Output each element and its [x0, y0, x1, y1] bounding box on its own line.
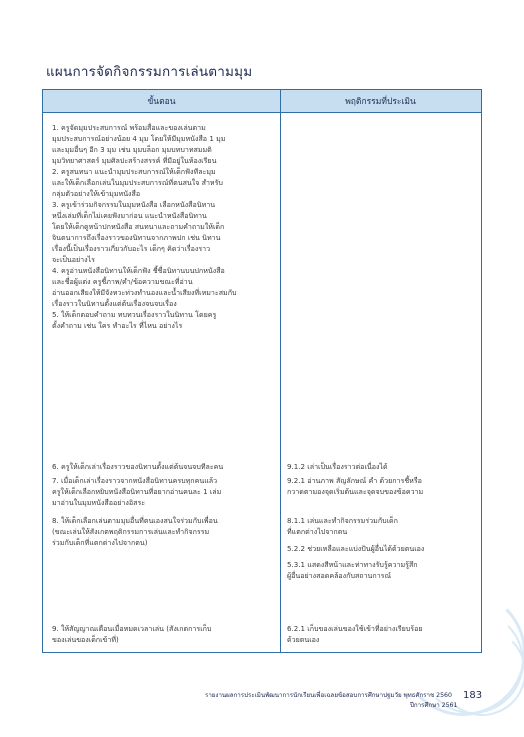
behavior-line: 5.2.2 ช่วยเหลือและแบ่งปันผู้อื่นได้ด้วยตนเอง [287, 544, 425, 553]
step-line: จะเป็นอย่างไร [52, 255, 95, 264]
step-line: ครูให้เด็กเลือกหยิบหนังสือนิทานที่อยากอ่านคนละ 1 เล่ม [52, 487, 222, 496]
step-line: 8. ให้เด็กเลือกเล่นตามมุมอื่นที่ตนเองสนใจร่วมกับเพื่อน [52, 516, 218, 525]
behavior-line: กวาดตามองจุดเริ่มต้นและจุดจบของข้อความ [287, 487, 424, 496]
step-line: ตั้งคำถาม เช่น ใคร ทำอะไร ที่ไหน อย่างไร [52, 321, 183, 330]
step-line: เรื่องราวในนิทานตั้งแต่ต้นเรื่องจนจบเรื่อง [52, 299, 177, 308]
behavior-line: ที่แตกต่างไปจากตน [287, 527, 348, 536]
step-line: จินตนาการถึงเรื่องราวของนิทานจากภาพปก เช่น นิทาน [52, 233, 221, 242]
step-line: ร่วมกับเด็กที่แตกต่างไปจากตน) [52, 538, 148, 547]
step-line: 5. ให้เด็กตอบคำถาม ทบทวนเรื่องราวในนิทาน โดยครู [52, 310, 217, 319]
footer-line-1: รายงานผลการประเมินพัฒนาการนักเรียนเพื่อเฉลยข้อสอบการศึกษาปฐมวัย พุทธศักราช 2560 [205, 692, 452, 699]
step-line: (ขณะเล่นให้สังเกตพฤติกรรมการเล่นและทำกิจกรรม [52, 527, 210, 536]
step-line: มุมวิทยาศาสตร์ มุมศิลปะสร้างสรรค์ ที่มีอยู่ในห้องเรียน [52, 156, 217, 165]
behavior-line: 5.3.1 แสดงสีหน้าและท่าทางรับรู้ความรู้สึก [287, 560, 418, 569]
header-steps: ขั้นตอน [147, 97, 176, 107]
step-line: 3. ครูเข้าร่วมกิจกรรมในมุมหนังสือ เลือกหนังสือนิทาน [52, 200, 216, 209]
step-line: โดยให้เด็กดูหน้าปกหนังสือ สนทนาและถามคำถามให้เด็ก [52, 222, 225, 231]
column-divider [280, 90, 281, 652]
step-line: มุมประสบการณ์อย่างน้อย 4 มุม โดยให้มีมุมหนังสือ 1 มุม [52, 134, 226, 143]
behavior-line: 6.2.1 เก็บของเล่นของใช้เข้าที่อย่างเรียบร้อย [287, 624, 423, 633]
step-line: และให้เด็กเลือกเล่นในมุมประสบการณ์ที่ตนสนใจ สำหรับ [52, 178, 223, 187]
page-number: 183 [463, 690, 483, 701]
page-title: แผนการจัดกิจกรรมการเล่นตามมุม [46, 64, 253, 80]
step-line: ของเล่นของเด็กเข้าที่) [52, 635, 119, 644]
step-line: เรื่องนี้เป็นเรื่องราวเกี่ยวกับอะไร เด็กๆ คิดว่าเรื่องราว [52, 244, 211, 253]
header-behavior: พฤติกรรมที่ประเมิน [345, 97, 416, 107]
step-line: 9. ให้สัญญาณเตือนเมื่อหมดเวลาเล่น (สังเกตการเก็บ [52, 624, 212, 633]
behavior-line: 9.2.1 อ่านภาพ สัญลักษณ์ คำ ด้วยการชี้หรือ [287, 476, 422, 485]
step-line: อ่านออกเสียงให้มีจังหวะท่วงทำนองและน้ำเสียงที่เหมาะสมกับ [52, 288, 237, 297]
step-line: 2. ครูสนทนา แนะนำมุมประสบการณ์ให้เด็กฟังทีละมุม [52, 167, 216, 176]
activity-table [42, 89, 482, 653]
step-line: 1. ครูจัดมุมประสบการณ์ พร้อมสื่อและของเล่นตาม [52, 123, 206, 132]
behavior-line: ผู้อื่นอย่างสอดคล้องกับสถานการณ์ [287, 571, 392, 580]
step-line: หนึ่งเล่มที่เด็กไม่เคยฟังมาก่อน แนะนำหนังสือนิทาน [52, 211, 207, 220]
step-line: และมุมอื่นๆ อีก 3 มุม เช่น มุมบล็อก มุมบทบาทสมมติ [52, 145, 212, 154]
table-header [43, 90, 481, 113]
step-line: มาอ่านในมุมหนังสืออย่างอิสระ [52, 498, 146, 507]
step-line: 4. ครูอ่านหนังสือนิทานให้เด็กฟัง ชี้ชื่อนิทานบนปกหนังสือ [52, 266, 225, 275]
behavior-line: 8.1.1 เล่นและทำกิจกรรมร่วมกับเด็ก [287, 516, 398, 525]
step-line: กลุ่มตัวอย่างให้เข้ามุมหนังสือ [52, 189, 141, 198]
behavior-line: ด้วยตนเอง [287, 635, 320, 644]
behavior-line: 9.1.2 เล่าเป็นเรื่องราวต่อเนื่องได้ [287, 462, 388, 471]
step-line: 7. เมื่อเด็กเล่าเรื่องราวจากหนังสือนิทานครบทุกคนแล้ว [52, 476, 218, 485]
footer-line-2: ปีการศึกษา 2561 [410, 702, 458, 709]
step-line: และชื่อผู้แต่ง ครูชี้ภาพ/คำ/ข้อความขณะที่อ่าน [52, 277, 193, 286]
step-line: 6. ครูให้เด็กเล่าเรื่องราวของนิทานตั้งแต่ต้นจนจบทีละคน [52, 462, 224, 471]
